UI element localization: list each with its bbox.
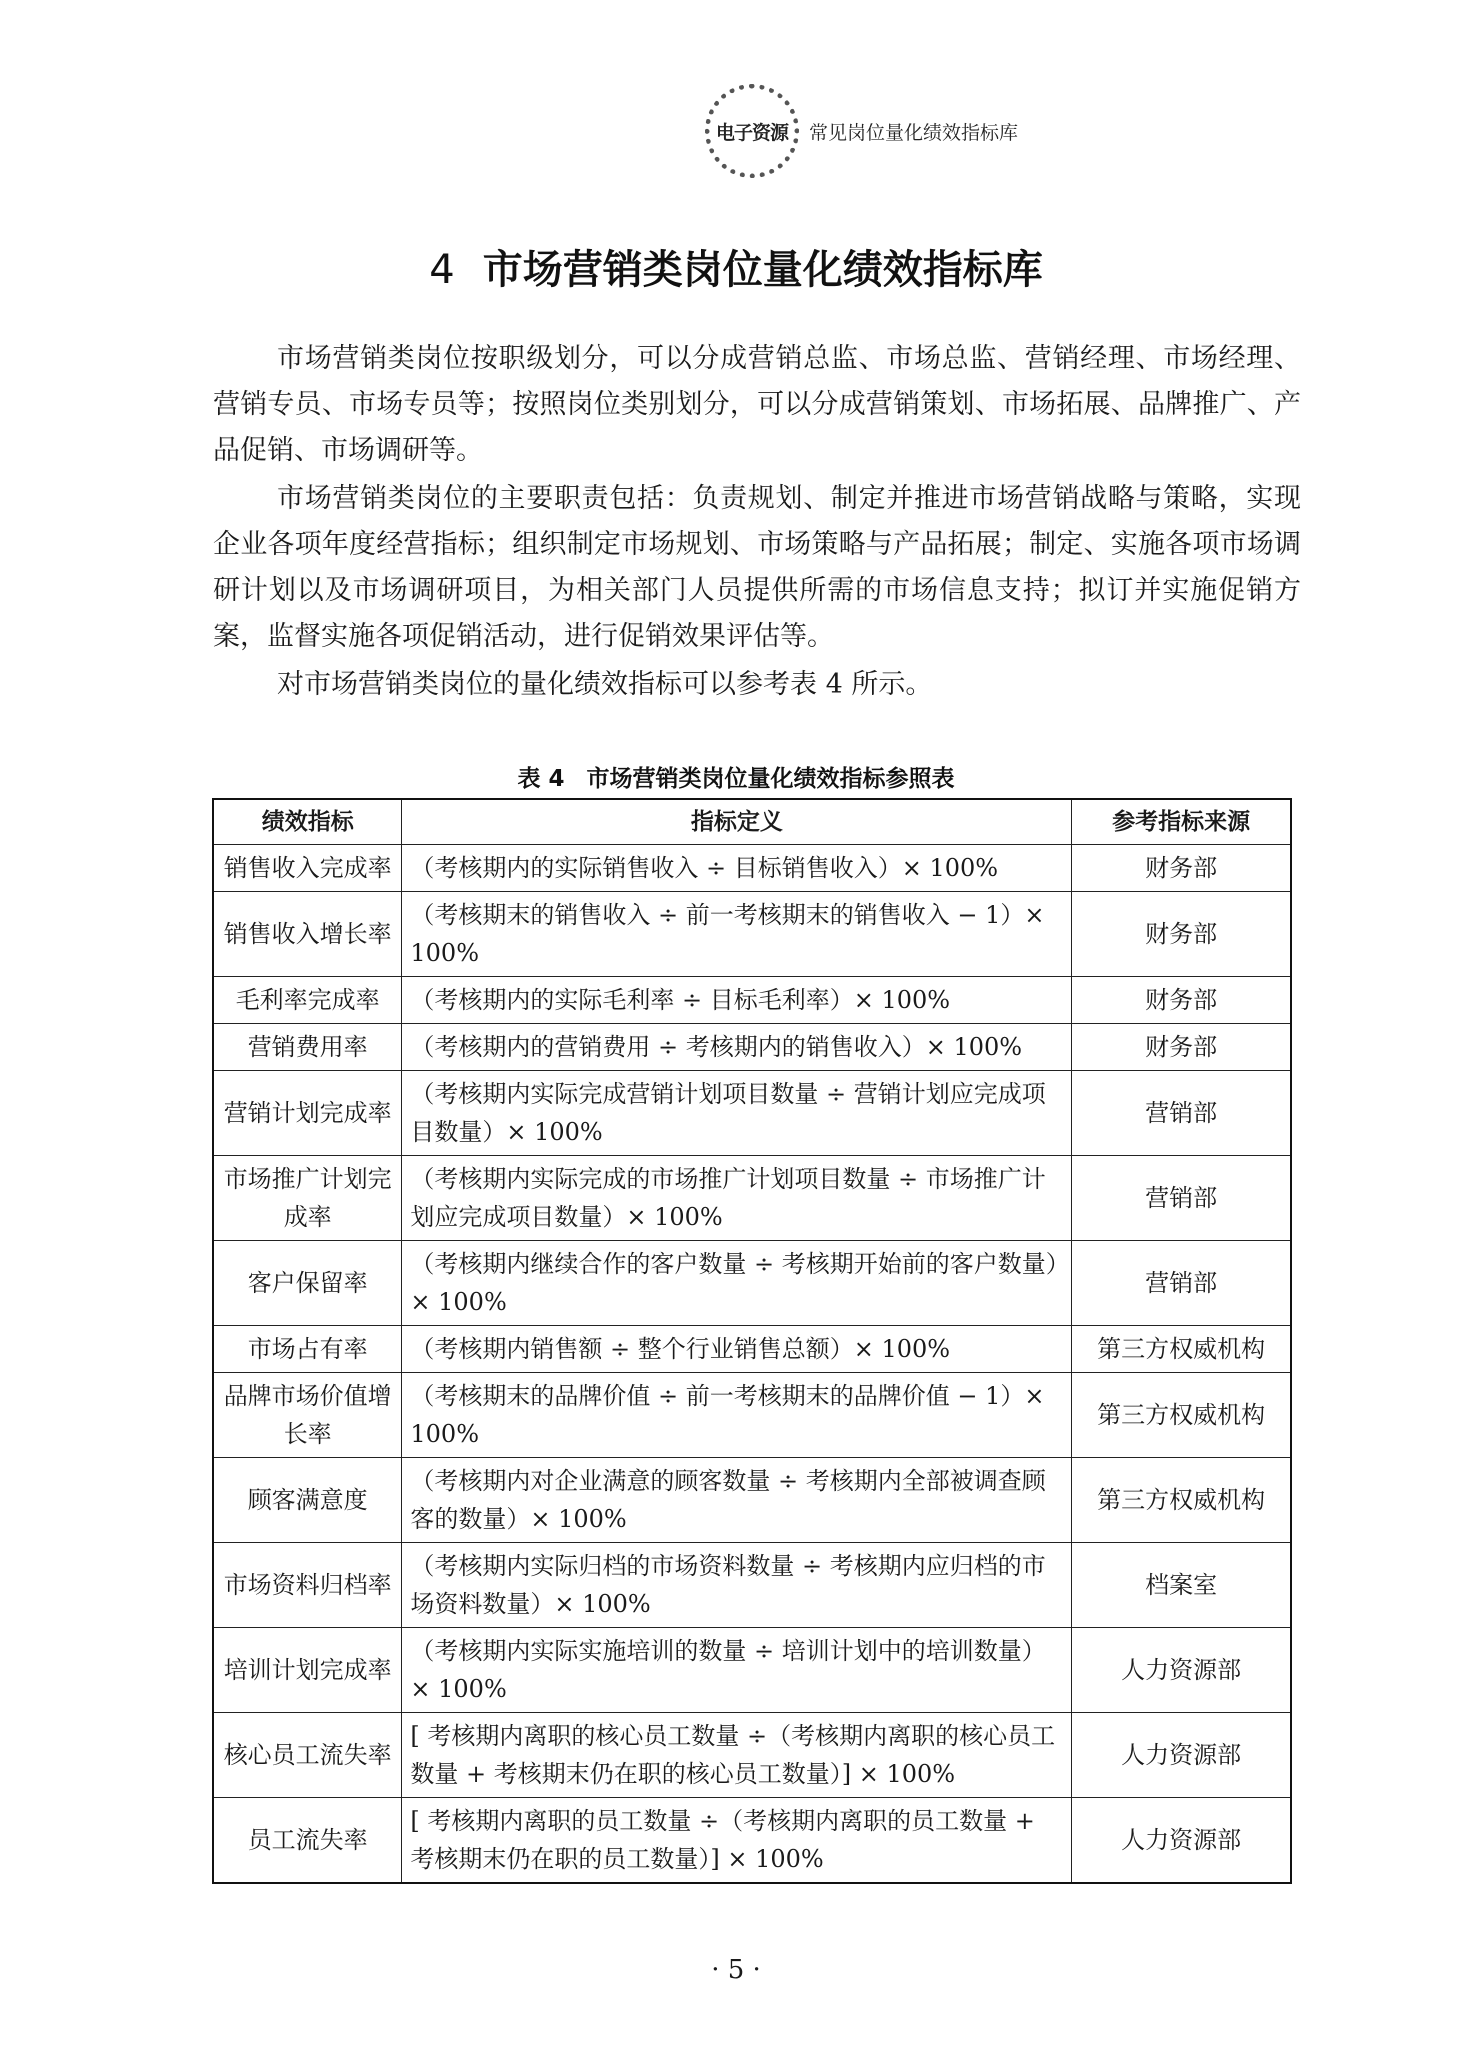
indicator-definition: （考核期内的营销费用 ÷ 考核期内的销售收入）× 100% (402, 1024, 1072, 1071)
paragraph: 市场营销类岗位的主要职责包括：负责规划、制定并推进市场营销战略与策略，实现企业各项年度经营指标；组织制定市场规划、市场策略与产品拓展；制定、实施各项市场调研计划以及市场调研项目，为相关部门人员提供所需的市场信息支持；拟订并实施促销方案，监督实施各项促销活动，进行促销效果评估等。 (213, 483, 1301, 652)
indicator-source: 营销部 (1072, 1156, 1291, 1241)
table-row (213, 1373, 1291, 1458)
indicator-name: 市场推广计划完成率 (213, 1156, 402, 1241)
table-row (213, 977, 1291, 1024)
paragraph: 对市场营销类岗位的量化绩效指标可以参考表 4 所示。 (277, 669, 933, 700)
indicator-name: 客户保留率 (213, 1241, 402, 1326)
indicator-name: 销售收入增长率 (213, 892, 402, 977)
indicator-name: 市场资料归档率 (213, 1543, 402, 1628)
indicator-source: 第三方权威机构 (1072, 1373, 1291, 1458)
header-source: 参考指标来源 (1072, 799, 1291, 845)
indicator-source: 人力资源部 (1072, 1628, 1291, 1713)
indicator-source: 营销部 (1072, 1241, 1291, 1326)
table-header-row (213, 799, 1291, 845)
indicator-definition: （考核期内销售额 ÷ 整个行业销售总额）× 100% (402, 1326, 1072, 1373)
body-text (213, 336, 1301, 710)
indicator-name: 培训计划完成率 (213, 1628, 402, 1713)
indicator-definition: （考核期末的销售收入 ÷ 前一考核期末的销售收入 − 1）× 100% (402, 892, 1072, 977)
table-title: 市场营销类岗位量化绩效指标参照表 (586, 766, 955, 792)
indicator-name: 品牌市场价值增长率 (213, 1373, 402, 1458)
chapter-title-text: 市场营销类岗位量化绩效指标库 (482, 247, 1043, 293)
indicator-source: 营销部 (1072, 1071, 1291, 1156)
indicator-source: 第三方权威机构 (1072, 1458, 1291, 1543)
indicator-definition: （考核期内实际实施培训的数量 ÷ 培训计划中的培训数量）× 100% (402, 1628, 1072, 1713)
indicator-name: 销售收入完成率 (213, 845, 402, 892)
resource-badge (705, 84, 799, 178)
page-header (705, 84, 1018, 178)
indicator-definition: （考核期内实际归档的市场资料数量 ÷ 考核期内应归档的市场资料数量）× 100% (402, 1543, 1072, 1628)
header-title: 常见岗位量化绩效指标库 (809, 121, 1019, 144)
indicator-source: 人力资源部 (1072, 1798, 1291, 1884)
table-number: 表 4 (517, 766, 565, 792)
table-row (213, 1326, 1291, 1373)
indicator-source: 第三方权威机构 (1072, 1326, 1291, 1373)
table-row (213, 1241, 1291, 1326)
table-row (213, 845, 1291, 892)
indicator-name: 市场占有率 (213, 1326, 402, 1373)
table-row (213, 1071, 1291, 1156)
header-indicator: 绩效指标 (213, 799, 402, 845)
indicator-definition: （考核期内继续合作的客户数量 ÷ 考核期开始前的客户数量）× 100% (402, 1241, 1072, 1326)
table-row (213, 1628, 1291, 1713)
chapter-number: 4 (429, 247, 455, 293)
table-row (213, 1543, 1291, 1628)
indicator-definition: （考核期内的实际销售收入 ÷ 目标销售收入）× 100% (402, 845, 1072, 892)
indicator-definition: （考核期末的品牌价值 ÷ 前一考核期末的品牌价值 − 1）× 100% (402, 1373, 1072, 1458)
indicator-table (212, 798, 1292, 1884)
indicator-definition: （考核期内对企业满意的顾客数量 ÷ 考核期内全部被调查顾客的数量）× 100% (402, 1458, 1072, 1543)
indicator-name: 员工流失率 (213, 1798, 402, 1884)
table-row (213, 1798, 1291, 1884)
indicator-definition: （考核期内实际完成营销计划项目数量 ÷ 营销计划应完成项目数量）× 100% (402, 1071, 1072, 1156)
indicator-name: 顾客满意度 (213, 1458, 402, 1543)
table-row (213, 892, 1291, 977)
table-row (213, 1024, 1291, 1071)
chapter-title (0, 238, 1472, 295)
indicator-source: 财务部 (1072, 892, 1291, 977)
indicator-source: 人力资源部 (1072, 1713, 1291, 1798)
indicator-name: 营销费用率 (213, 1024, 402, 1071)
indicator-source: 财务部 (1072, 1024, 1291, 1071)
paragraph: 市场营销类岗位按职级划分，可以分成营销总监、市场总监、营销经理、市场经理、营销专员、市场专员等；按照岗位类别划分，可以分成营销策划、市场拓展、品牌推广、产品促销、市场调研等。 (213, 343, 1301, 466)
page-number: · 5 · (711, 1955, 761, 1985)
table-row (213, 1156, 1291, 1241)
indicator-definition: （考核期内的实际毛利率 ÷ 目标毛利率）× 100% (402, 977, 1072, 1024)
indicator-name: 营销计划完成率 (213, 1071, 402, 1156)
indicator-name: 毛利率完成率 (213, 977, 402, 1024)
indicator-source: 财务部 (1072, 845, 1291, 892)
table-caption (0, 760, 1472, 793)
resource-badge-label: 电子资源 (715, 121, 788, 144)
indicator-source: 档案室 (1072, 1543, 1291, 1628)
indicator-source: 财务部 (1072, 977, 1291, 1024)
indicator-definition: （考核期内实际完成的市场推广计划项目数量 ÷ 市场推广计划应完成项目数量）× 100% (402, 1156, 1072, 1241)
table-row (213, 1713, 1291, 1798)
indicator-definition: [ 考核期内离职的核心员工数量 ÷（考核期内离职的核心员工数量 + 考核期末仍在职的核心员工数量）] × 100% (402, 1713, 1072, 1798)
indicator-definition: [ 考核期内离职的员工数量 ÷（考核期内离职的员工数量 + 考核期末仍在职的员工数量）] × 100% (402, 1798, 1072, 1884)
table-row (213, 1458, 1291, 1543)
indicator-name: 核心员工流失率 (213, 1713, 402, 1798)
header-definition: 指标定义 (402, 799, 1072, 845)
